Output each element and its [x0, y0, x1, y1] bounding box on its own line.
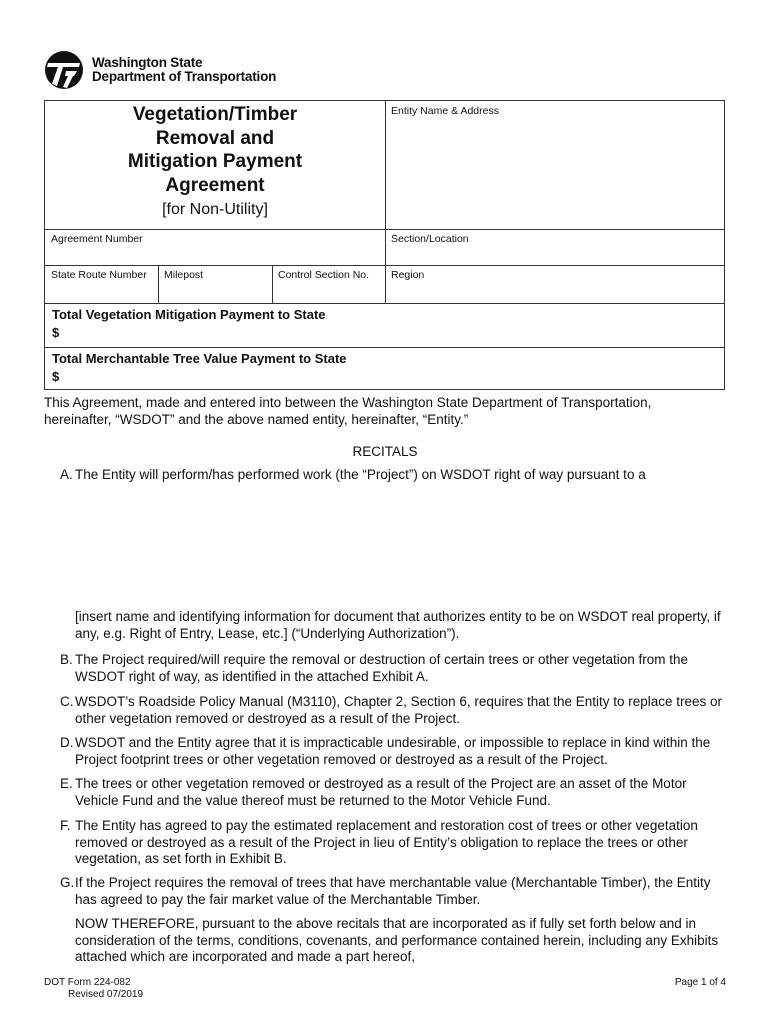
total-mitigation-value: $ [52, 325, 60, 340]
recital-c [60, 694, 730, 727]
org-line-2: Department of Transportation [92, 69, 277, 84]
milepost-label: Milepost [164, 269, 204, 281]
recital-g-label: G. [60, 875, 75, 890]
agreement-number-label: Agreement Number [51, 233, 143, 245]
region-field[interactable] [385, 265, 724, 303]
control-section-label: Control Section No. [278, 269, 370, 281]
recital-a-label: A. [60, 467, 73, 482]
recital-e-label: E. [60, 776, 73, 791]
agreement-number-field[interactable] [45, 229, 385, 265]
recital-d-label: D. [60, 735, 74, 750]
recital-a-text: The Entity will perform/has performed work (the “Project”) on WSDOT right of way pursuant to a [75, 467, 646, 482]
region-label: Region [391, 269, 425, 281]
intro-line-2: hereinafter, “WSDOT” and the above named entity, hereinafter, “Entity.” [44, 411, 469, 427]
total-mitigation-label: Total Vegetation Mitigation Payment to State [52, 307, 326, 322]
form-footer-info [44, 977, 143, 1001]
recital-f-text: The Entity has agreed to pay the estimated replacement and restoration cost of trees or other vegetation removed or destroyed as a result of the Project in lieu of Entity’s obligation to replace the trees or other vegetation, as set forth in Exhibit B. [75, 818, 698, 866]
total-mitigation-payment-field[interactable] [52, 306, 326, 342]
recital-b-text: The Project required/will require the removal or destruction of certain trees or other vegetation from the WSDOT right of way, as identified in the attached Exhibit A. [75, 652, 689, 684]
recitals-heading: RECITALS [352, 444, 418, 459]
section-location-field[interactable] [385, 229, 724, 265]
recital-e [60, 776, 730, 809]
recital-e-text: The trees or other vegetation removed or destroyed as a result of the Project are an asset of the Motor Vehicle Fund and the value thereof must be returned to the Motor Vehicle Fund. [75, 776, 687, 808]
underlying-authorization-note [75, 609, 725, 642]
total-timber-label: Total Merchantable Tree Value Payment to State [52, 351, 347, 366]
total-timber-payment-field[interactable] [52, 350, 347, 386]
section-location-label: Section/Location [391, 233, 469, 245]
entity-name-address-label: Entity Name & Address [391, 105, 499, 117]
now-therefore-paragraph [75, 916, 725, 966]
recital-f-label: F. [60, 818, 71, 833]
recital-d [60, 735, 730, 768]
title-line-1: Vegetation/Timber [132, 104, 298, 125]
milepost-field[interactable] [158, 265, 272, 303]
recital-g-text: If the Project requires the removal of trees that have merchantable value (Merchantable Timber), the Entity has agreed to pay the fair market value of the Merchantable Timber. [75, 875, 711, 907]
form-title [45, 101, 385, 229]
recital-b-label: B. [60, 652, 73, 667]
control-section-field[interactable] [272, 265, 385, 303]
title-line-2: Removal and [155, 127, 275, 149]
wsdot-logo-icon [44, 50, 84, 90]
total-timber-value: $ [52, 369, 60, 384]
intro-line-1: This Agreement, made and entered into between the Washington State Department of Transportation, [44, 395, 652, 410]
page-number: Page 1 of 4 [674, 977, 726, 988]
recital-g [60, 875, 730, 908]
org-name [92, 56, 276, 84]
recital-a [60, 467, 730, 484]
recital-f [60, 818, 730, 868]
title-line-3: Mitigation Payment [127, 151, 303, 172]
form-number: DOT Form 224-082 [44, 977, 131, 988]
org-line-1: Washington State [92, 55, 203, 70]
now-therefore-text: NOW THEREFORE, pursuant to the above recitals that are incorporated as if fully set forth below and in consideration of the terms, conditions, covenants, and performance contained herein, including any Exhibits attached which are incorporated and made a part hereof, [75, 916, 719, 964]
recital-c-text: WSDOT’s Roadside Policy Manual (M3110), Chapter 2, Section 6, requires that the Entity to replace trees or other vegetation removed or destroyed as a result of the Project. [75, 694, 723, 726]
recital-c-label: C. [60, 694, 74, 709]
insert-note-text: [insert name and identifying information for document that authorizes entity to be on WSDOT real property, if any, e.g. Right of Entry, Lease, etc.] (“Underlying Authorization”). [75, 609, 721, 641]
form-header-table [44, 100, 725, 390]
recital-b [60, 652, 730, 685]
form-subtitle: [for Non-Utility] [162, 201, 268, 218]
recital-d-text: WSDOT and the Entity agree that it is impracticable undesirable, or impossible to replace in kind within the Project footprint trees or other vegetation removed or destroyed as a result of the Project. [75, 735, 711, 767]
entity-name-address-field[interactable] [385, 101, 724, 229]
intro-paragraph [44, 395, 734, 428]
wsdot-logo [44, 50, 276, 90]
revised-date: Revised 07/2019 [68, 989, 144, 1000]
state-route-number-label: State Route Number [51, 269, 147, 281]
title-line-4: Agreement [165, 174, 265, 196]
state-route-number-field[interactable] [45, 265, 158, 303]
